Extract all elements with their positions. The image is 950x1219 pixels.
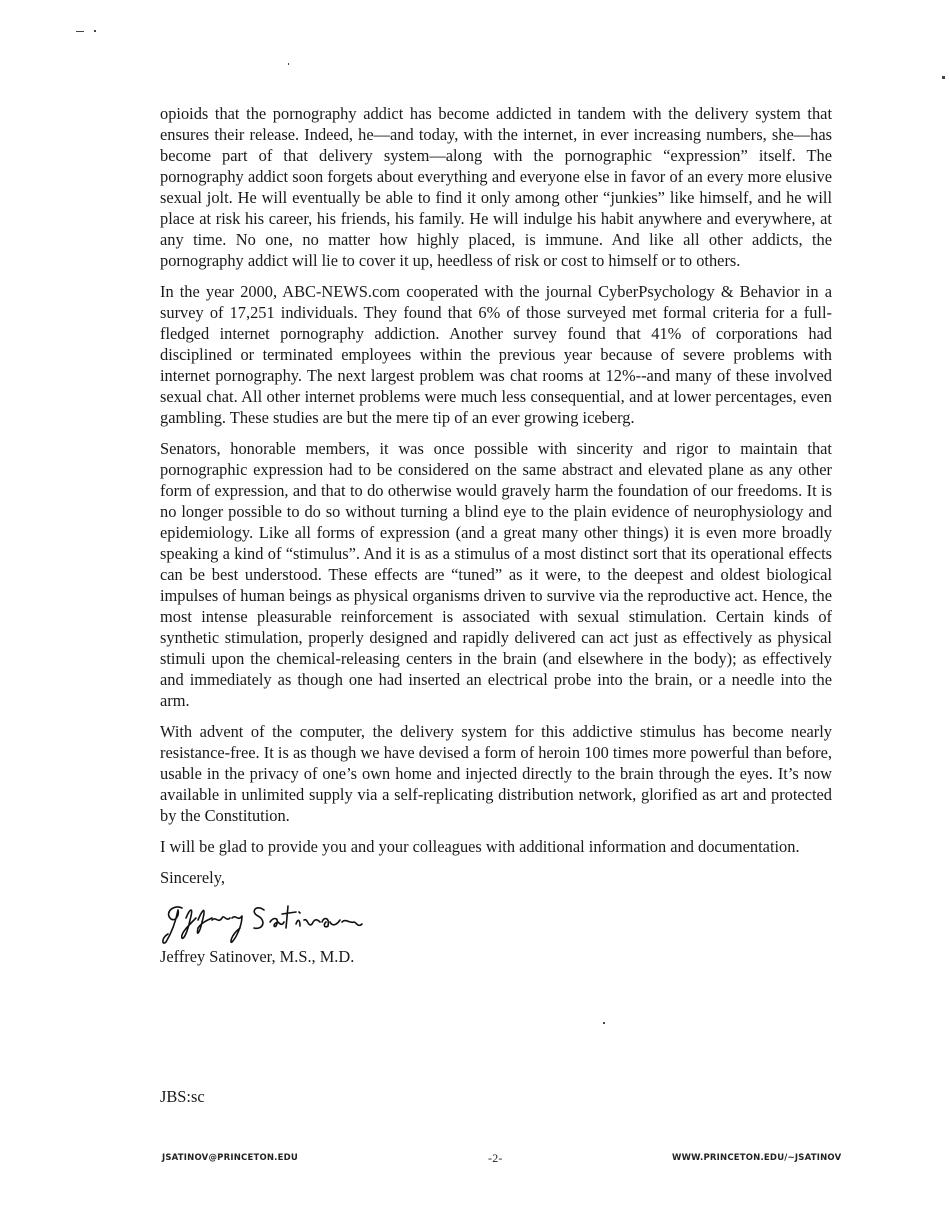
letter-body <box>160 103 832 977</box>
scan-speck <box>288 63 289 65</box>
paragraph-4: With advent of the computer, the delivery system for this addictive stimulus has become nearly resistance-free. It is as though we have devised a form of heroin 100 times more powerful than before, usable in the privacy of one’s own home and injected directly to the brain through the eyes. It’s now available in unlimited supply via a self-replicating distribution network, glorified as art and protected by the Constitution. <box>160 722 832 825</box>
typist-initials: JBS:sc <box>160 1087 205 1106</box>
scan-speck <box>94 30 96 32</box>
closing: Sincerely, <box>160 868 225 887</box>
handwritten-signature <box>160 898 375 946</box>
paragraph-1: opioids that the pornography addict has become addicted in tandem with the delivery system that ensures their release. Indeed, he—and today, with the internet, in ever increasing numbers, she—has become part of that delivery system—along with the pornographic “expression” itself. The pornography addict soon forgets about everything and everyone else in favor of an every more elusive sexual jolt. He will eventually be able to find it only among other “junkies” like himself, and he will place at risk his career, his friends, his family. He will indulge his habit anywhere and everywhere, at any time. No one, no matter how highly placed, is immune. And like all other addicts, the pornography addict will lie to cover it up, heedless of risk or cost to himself or to others. <box>160 104 832 270</box>
scan-speck <box>942 76 945 79</box>
paragraph-5: I will be glad to provide you and your colleagues with additional information and documentation. <box>160 837 800 856</box>
page-number: -2- <box>488 1151 503 1165</box>
scan-speck <box>76 31 84 32</box>
footer-website: WWW.PRINCETON.EDU/~JSATINOV <box>672 1153 842 1163</box>
paragraph-3: Senators, honorable members, it was once possible with sincerity and rigor to maintain that pornographic expression had to be considered on the same abstract and elevated plane as any other form of expression, and that to do otherwise would gravely harm the foundation of our freedoms. It is no longer possible to do so without turning a blind eye to the plain evidence of neurophysiology and epidemiology. Like all forms of expression (and a great many other things) it is even more broadly speaking a kind of “stimulus”. And it is as a stimulus of a most distinct sort that its operational effects can be best understood. These effects are “tuned” as it were, to the deepest and oldest biological impulses of human beings as physical organisms driven to survive via the reproductive act. Hence, the most intense pleasurable reinforcement is associated with sexual stimulation. Certain kinds of synthetic stimulation, properly designed and rapidly delivered can act just as effectively as physical stimuli upon the chemical-releasing centers in the brain (and elsewhere in the body); as effectively and immediately as though one had inserted an electrical probe into the brain, or a needle into the arm. <box>160 439 832 710</box>
scan-speck <box>603 1022 605 1024</box>
paragraph-2: In the year 2000, ABC-NEWS.com cooperated with the journal CyberPsychology & Behavior in a survey of 17,251 individuals. They found that 6% of those surveyed met formal criteria for a full-fledged internet pornography addiction. Another survey found that 41% of corporations had disciplined or terminated employees within the previous year because of severe problems with internet pornography. The next largest problem was chat rooms at 12%--and many of these involved sexual chat. All other internet problems were much less consequential, and at lower percentages, even gambling. These studies are but the mere tip of an ever growing iceberg. <box>160 282 832 427</box>
footer-email: JSATINOV@PRINCETON.EDU <box>162 1153 298 1163</box>
signer-name: Jeffrey Satinover, M.S., M.D. <box>160 947 355 966</box>
